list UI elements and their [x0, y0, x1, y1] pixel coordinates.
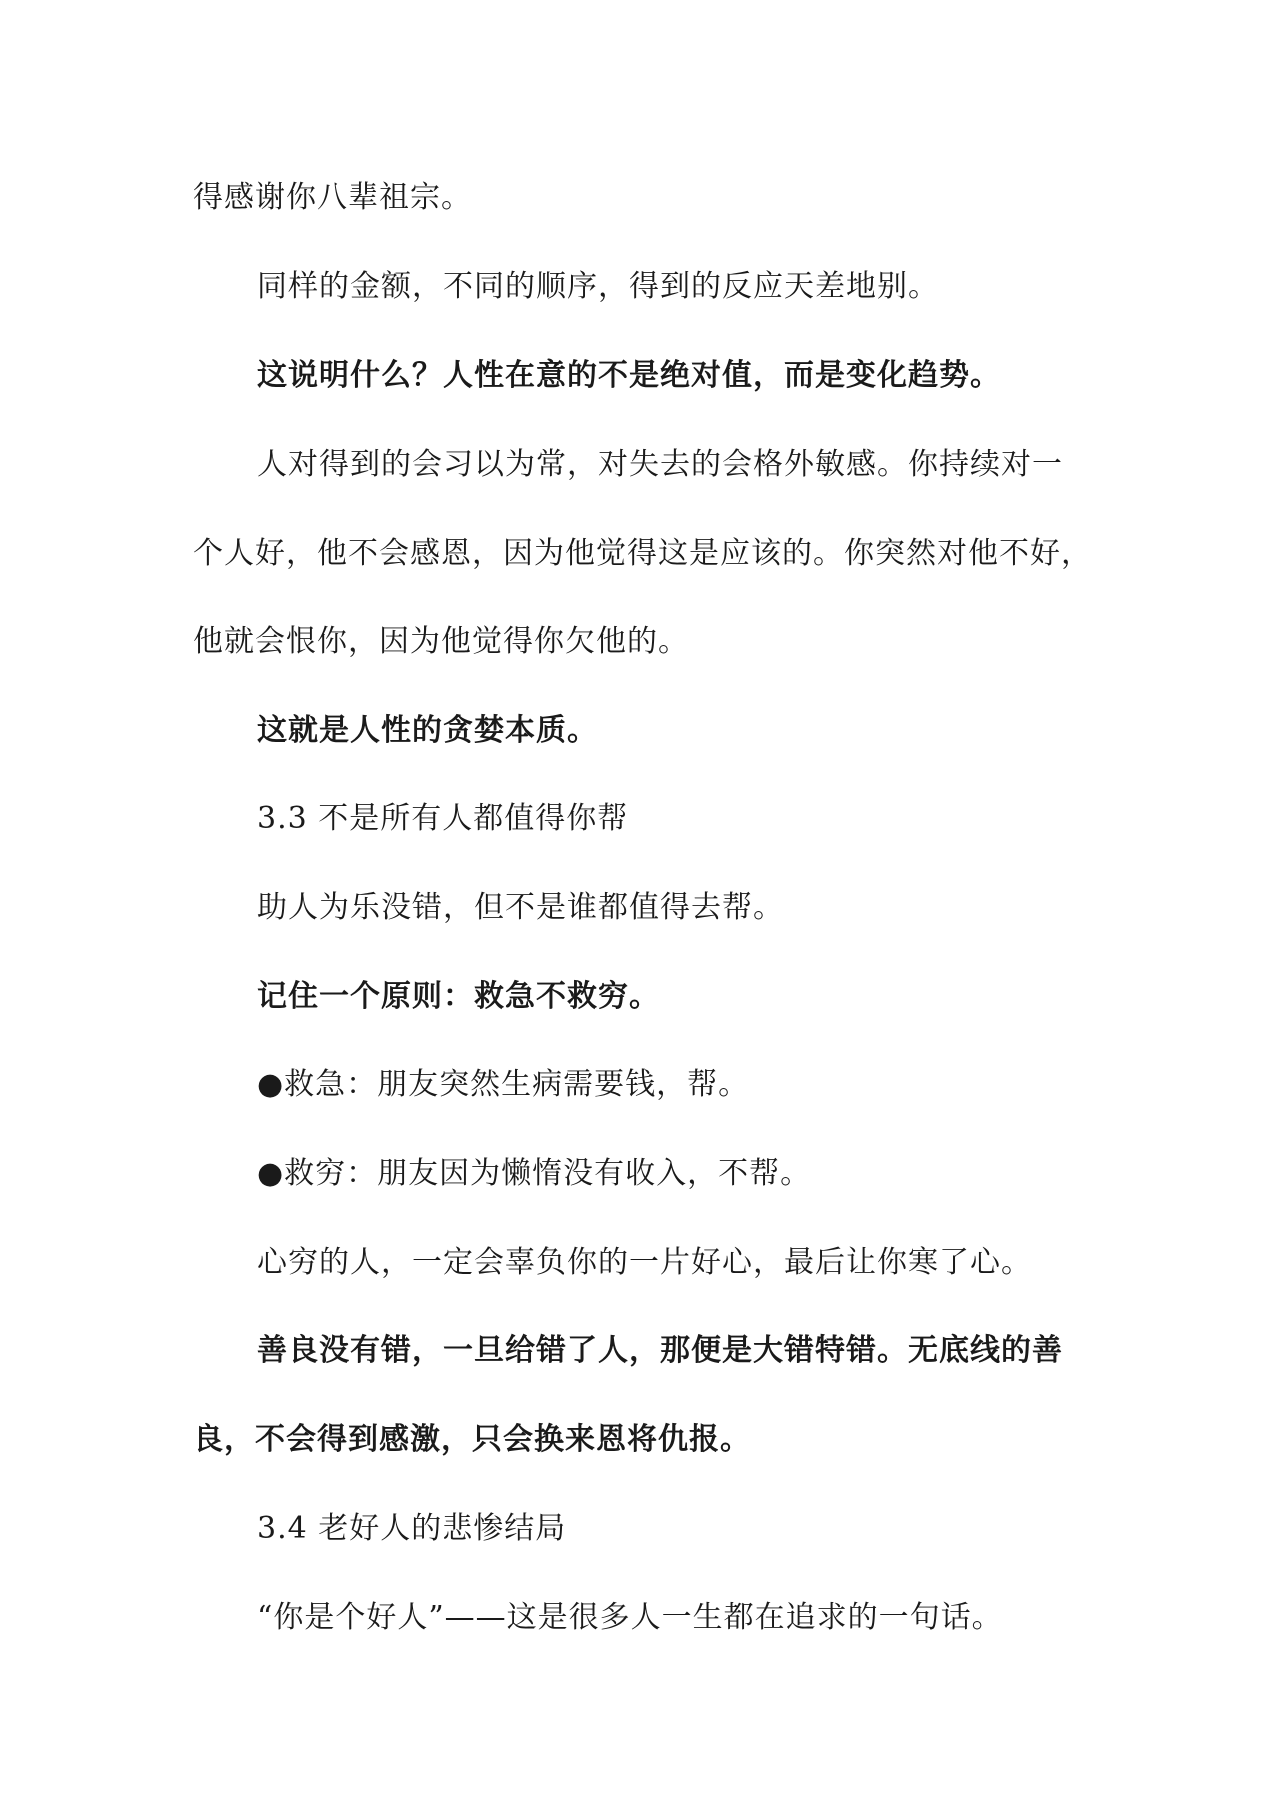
bold-paragraph: 记住一个原则：救急不救穷。	[257, 979, 660, 1014]
bullet-item: ●救急：朋友突然生病需要钱，帮。	[257, 1067, 750, 1102]
paragraph-line: 人对得到的会习以为常，对失去的会格外敏感。你持续对一	[257, 447, 1063, 482]
section-heading: 3.4 老好人的悲惨结局	[257, 1511, 567, 1546]
bold-paragraph: 这就是人性的贪婪本质。	[257, 713, 598, 748]
paragraph: 同样的金额，不同的顺序，得到的反应天差地别。	[257, 269, 939, 304]
section-heading: 3.3 不是所有人都值得你帮	[257, 801, 629, 836]
paragraph-line: 他就会恨你，因为他觉得你欠他的。	[193, 624, 689, 659]
paragraph-continuation: 得感谢你八辈祖宗。	[193, 180, 472, 215]
bullet-item: ●救穷：朋友因为懒惰没有收入，不帮。	[257, 1156, 812, 1191]
paragraph-line: 个人好，他不会感恩，因为他觉得这是应该的。你突然对他不好，	[193, 536, 1092, 571]
paragraph: 心穷的人，一定会辜负你的一片好心，最后让你寒了心。	[257, 1245, 1032, 1280]
bold-paragraph: 这说明什么？人性在意的不是绝对值，而是变化趋势。	[257, 358, 1001, 393]
paragraph: “你是个好人”——这是很多人一生都在追求的一句话。	[257, 1600, 1003, 1635]
bold-paragraph-line: 良，不会得到感激，只会换来恩将仇报。	[193, 1422, 751, 1457]
paragraph: 助人为乐没错，但不是谁都值得去帮。	[257, 890, 784, 925]
bold-paragraph-line: 善良没有错，一旦给错了人，那便是大错特错。无底线的善	[257, 1333, 1063, 1368]
